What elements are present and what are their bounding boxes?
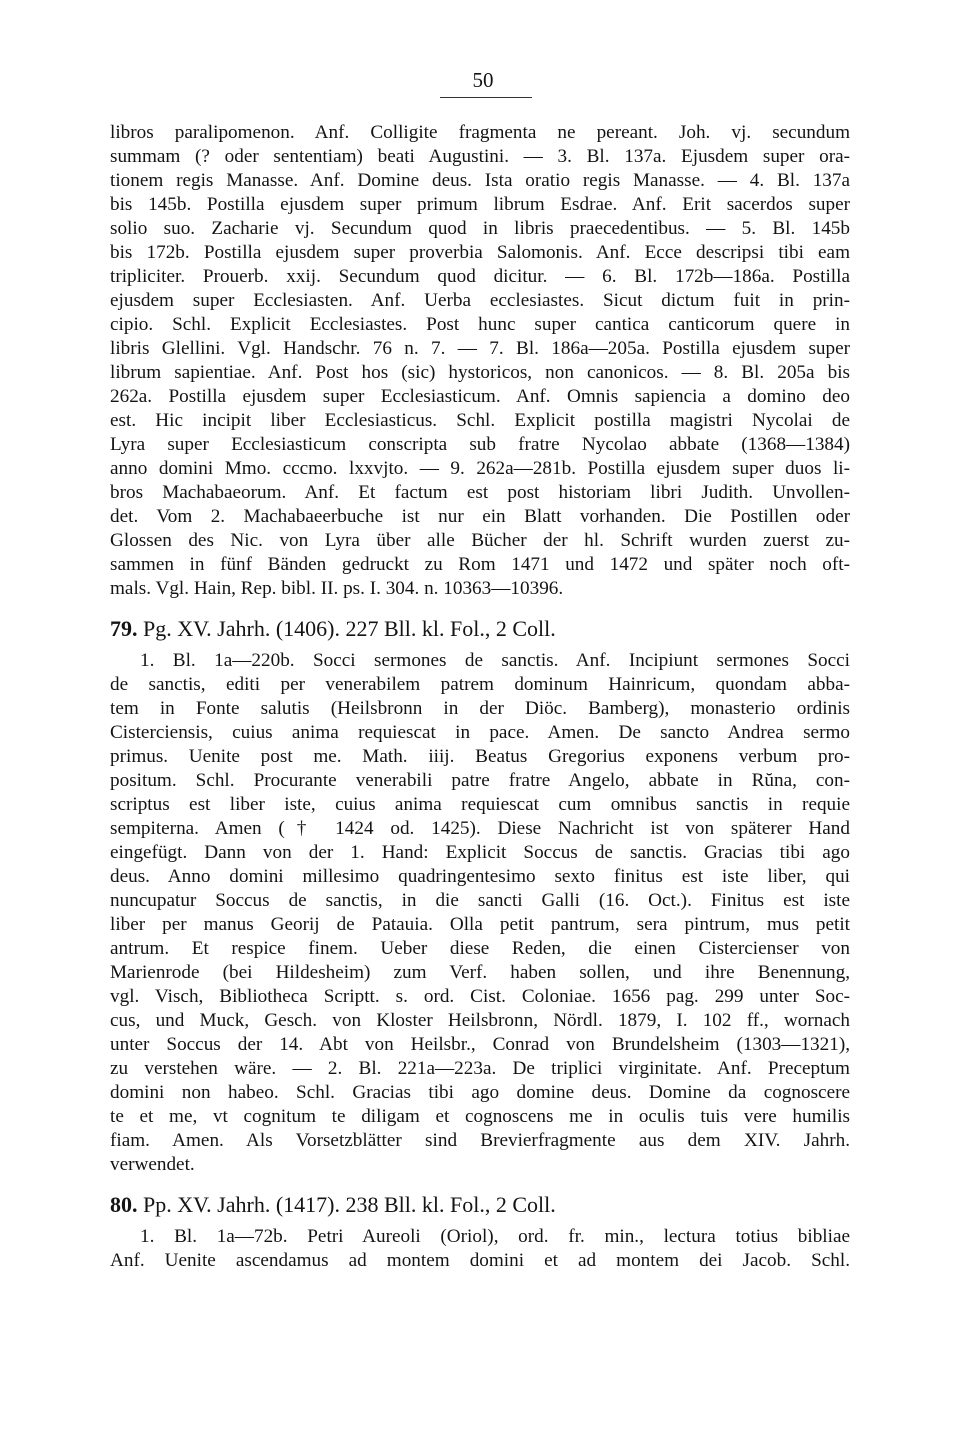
text-line: 262a. Postilla ejusdem super Ecclesiasticum. Anf. Omnis sapiencia a domino deo [110, 386, 850, 407]
text-line: nuncupatur Soccus de sanctis, in die sancti Galli (16. Oct.). Finitus est iste [110, 890, 850, 911]
text-line: sempiterna. Amen († 1424 od. 1425). Diese Nachricht ist von späterer Hand [110, 818, 850, 839]
text-line: ejusdem super Ecclesiasten. Anf. Uerba ecclesiastes. Sicut dictum fuit in prin- [110, 290, 850, 311]
page-number: 50 [472, 68, 494, 92]
entry-number: 79. [110, 616, 138, 641]
text-line: te et me, vt cognitum te diligam et cognoscens me in oculis tuis vere humilis [110, 1106, 850, 1127]
text-line: unter Soccus der 14. Abt von Heilsbr., Conrad von Brundelsheim (1303—1321), [110, 1034, 850, 1055]
entry-description: Pp. XV. Jahrh. (1417). 238 Bll. kl. Fol., 2 Coll. [143, 1192, 556, 1217]
text-line: verwendet. [110, 1154, 195, 1175]
text-line: eingefügt. Dann von der 1. Hand: Explicit Soccus de sanctis. Gracias tibi ago [110, 842, 850, 863]
text-line: Cisterciensis, cuius anima requiescat in pace. Amen. De sancto Andrea sermo [110, 722, 850, 743]
text-line: fiam. Amen. Als Vorsetzblätter sind Brevierfragmente aus dem XIV. Jahrh. [110, 1130, 850, 1151]
text-line: libris Glellini. Vgl. Handschr. 76 n. 7. — 7. Bl. 186a—205a. Postilla ejusdem super [110, 338, 850, 359]
text-line: zu verstehen wäre. — 2. Bl. 221a—223a. De triplici virginitate. Anf. Preceptum [110, 1058, 850, 1079]
text-line: bis 172b. Postilla ejusdem super proverbia Salomonis. Anf. Ecce descripsi tibi eam [110, 242, 850, 263]
text-line: antrum. Et respice finem. Ueber diese Reden, die einen Cistercienser von [110, 938, 850, 959]
text-line: domini non habeo. Schl. Gracias tibi ago domine deus. Domine da cognoscere [110, 1082, 850, 1103]
text-line: Anf. Uenite ascendamus ad montem domini et ad montem dei Jacob. Schl. [110, 1250, 850, 1271]
text-line: primus. Uenite post me. Math. iiij. Beatus Gregorius exponens verbum pro- [110, 746, 850, 767]
text-line: bros Machabaeorum. Anf. Et factum est post historiam libri Judith. Unvollen- [110, 482, 850, 503]
text-line: det. Vom 2. Machabaeerbuche ist nur ein Blatt vorhanden. Die Postillen oder [110, 506, 850, 527]
text-line: tionem regis Manasse. Anf. Domine deus. Ista oratio regis Manasse. — 4. Bl. 137a [110, 170, 850, 191]
entry-heading [110, 1194, 850, 1216]
text-line: cipio. Schl. Explicit Ecclesiastes. Post hunc super cantica canticorum quere in [110, 314, 850, 335]
text-line: sammen in fünf Bänden gedruckt zu Rom 1471 und 1472 und später noch oft- [110, 554, 850, 575]
text-line: bis 145b. Postilla ejusdem super primum librum Esdrae. Anf. Erit sacerdos super [110, 194, 850, 215]
text-line: Marienrode (bei Hildesheim) zum Verf. haben sollen, und ihre Benennung, [110, 962, 850, 983]
text-line: positum. Schl. Procurante venerabili patre fratre Angelo, abbate in Rŭna, con- [110, 770, 850, 791]
text-line: deus. Anno domini millesimo quadringentesimo sexto finitus est iste liber, qui [110, 866, 850, 887]
text-line: tripliciter. Prouerb. xxij. Secundum quod dicitur. — 6. Bl. 172b—186a. Postilla [110, 266, 850, 287]
text-line: de sanctis, editi per venerabilem patrem dominum Hainricum, quondam abba- [110, 674, 850, 695]
text-line: vgl. Visch, Bibliotheca Scriptt. s. ord. Cist. Coloniae. 1656 pag. 299 unter Soc- [110, 986, 850, 1007]
entry-number: 80. [110, 1192, 138, 1217]
text-line: scriptus est liber iste, cuius anima requiescat cum omnibus sanctis in requie [110, 794, 850, 815]
entry-description: Pg. XV. Jahrh. (1406). 227 Bll. kl. Fol., 2 Coll. [143, 616, 556, 641]
text-line: Lyra super Ecclesiasticum conscripta sub fratre Nycolao abbate (1368—1384) [110, 434, 850, 455]
text-line: mals. Vgl. Hain, Rep. bibl. II. ps. I. 304. n. 10363—10396. [110, 578, 564, 599]
entry-heading [110, 618, 850, 640]
text-line: 1. Bl. 1a—220b. Socci sermones de sanctis. Anf. Incipiunt sermones Socci [140, 650, 850, 671]
text-line: liber per manus Georij de Patauia. Olla petit pantrum, sera pintrum, mus petit [110, 914, 850, 935]
page-number-rule [440, 97, 532, 98]
text-line: solio suo. Zacharie vj. Secundum quod in libris praecedentibus. — 5. Bl. 145b [110, 218, 850, 239]
text-line: cus, und Muck, Gesch. von Kloster Heilsbronn, Nördl. 1879, I. 102 ff., wornach [110, 1010, 850, 1031]
text-line: Glossen des Nic. von Lyra über alle Bücher der hl. Schrift wurden zuerst zu- [110, 530, 850, 551]
text-line: est. Hic incipit liber Ecclesiasticus. Schl. Explicit postilla magistri Nycolai de [110, 410, 850, 431]
text-line: anno domini Mmo. cccmo. lxxvjto. — 9. 262a—281b. Postilla ejusdem super duos li- [110, 458, 850, 479]
text-line: libros paralipomenon. Anf. Colligite fragmenta ne pereant. Joh. vj. secundum [110, 122, 850, 143]
text-line: summam (? oder sententiam) beati Augustini. — 3. Bl. 137a. Ejusdem super ora- [110, 146, 850, 167]
text-line: 1. Bl. 1a—72b. Petri Aureoli (Oriol), ord. fr. min., lectura totius bibliae [140, 1226, 850, 1247]
text-line: librum sapientiae. Anf. Post hos (sic) hystoricos, non canonicos. — 8. Bl. 205a bis [110, 362, 850, 383]
text-line: tem in Fonte salutis (Heilsbronn in der Diöc. Bamberg), monasterio ordinis [110, 698, 850, 719]
